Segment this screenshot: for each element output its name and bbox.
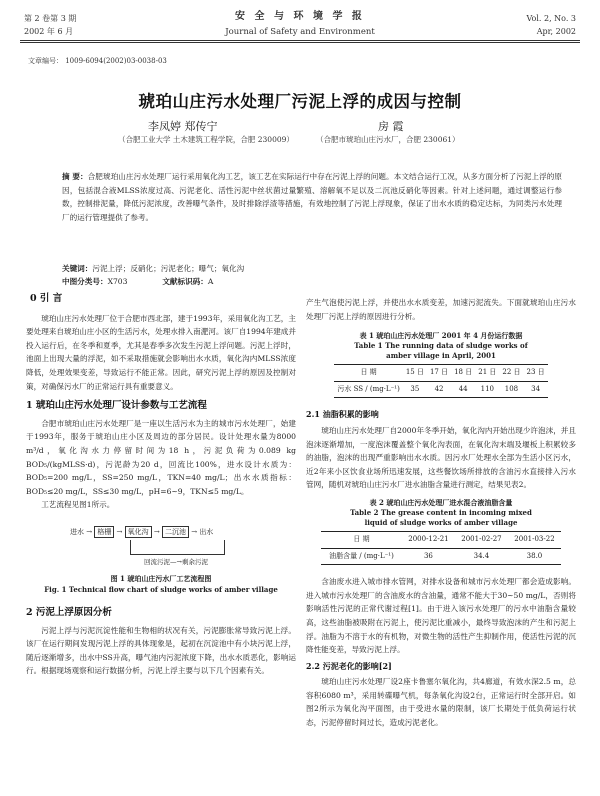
table-2-caption-en-1: Table 2 The grease content in incoming mixed — [350, 507, 532, 517]
table-2-header-cell: 2000-12-21 — [408, 534, 449, 543]
section-0-paragraph: 琥珀山庄污水处理厂位于合肥市西北部，建于1993年，采用氧化沟工艺，主要处理来自琥珀山庄小区的生活污水，处理水排入南淝河。该厂自1994年建成并投入运行后，在冬季和夏季，尤其是春季多次发生污泥上浮问题。污泥上浮时，池面上出现大量的浮泥，如不采取措施就会影响出水水质，氧化沟内MLSS浓度降低，处理效果变差，导致运行不能正常。因此，研究污泥上浮的原因及控制对策，对确保污水厂的正常运行具有重要意义。 — [26, 313, 296, 391]
return-sludge-label: 回流污泥 — [144, 557, 170, 566]
waste-sludge-label: 剩余污泥 — [181, 557, 208, 566]
table-1-cell: 44 — [458, 384, 468, 393]
section-1-heading: 1 琥珀山庄污水处理厂设计参数与工艺流程 — [26, 400, 207, 412]
section-1-paragraph: 合肥市琥珀山庄污水处理厂是一座以生活污水为主的城市污水处理厂，始建于1993年，服务于琥珀山庄小区及周边的部分居民。设计处理水量为8000 m³/d，氧化沟水力停留时间为18 h，污泥负荷为0.089 kg BOD₅/(kgMLSS·d)，污泥龄为20 d，回流比100%，进水设计水质为：BOD₅=200 mg/L，SS=250 mg/L，TKN=40 mg/L；出水水质指标：BOD₅≤20 mg/L，SS≤30 mg/L，pH=6~9，TKN≤5 mg/L。 — [26, 418, 296, 496]
table-1 — [334, 364, 547, 398]
journal-date-en: Apr, 2002 — [536, 27, 576, 36]
section-2-1-paragraph: 琥珀山庄污水处理厂自2000年冬季开始，氧化沟内开始出现少许泡沫，并且泡沫逐渐增加，一度泡沫覆盖整个氧化沟表面，在氧化沟末端及堰板上积累较多的油脂，泡沫的出现严重影响出水水质。因污水厂处理水全部为生活小区污水，近2年来小区饮食业场所迅速发展，这些餐饮场所排放的含油污水直接排入污水管网，随机对琥珀山庄污水厂进水油脂含量进行测定，结果见表2。 — [306, 425, 576, 490]
section-2-1-paragraph-2: 含油废水进入城市排水管网，对排水设备和城市污水处理厂都会造成影响。进入城市污水处理厂的含油废水的含油量，通常不能大于30~50 mg/L，否则将影响活性污泥的正常代谢过程[1]。由于进入该污水处理厂的污水中油脂含量较高，这些油脂被吸附在污泥上，使污泥比重减小，最终导致泡沫的产生和污泥上浮。油脂为不溶于水的有机物，对微生物的活性产生抑制作用，使活性污泥的沉降性能变差，导致污泥上浮。 — [306, 577, 576, 655]
flow-node-inflow: 进水 — [70, 527, 84, 536]
flow-node-clarifier: 二沉池 — [162, 526, 189, 538]
paper-title: 琥珀山庄污水处理厂污泥上浮的成因与控制 — [138, 92, 462, 111]
journal-date: 2002 年 6 月 — [24, 27, 74, 36]
abstract — [62, 170, 562, 224]
table-1-cell: 35 — [410, 384, 420, 393]
section-2-paragraph: 污泥上浮与污泥沉淀性能和生物相的状况有关，污泥膨胀常导致污泥上浮。该厂在运行期间发现污泥上浮的具体现象是，起初在沉淀池中有小块污泥上浮，随后逐渐增多，出水中SS升高，曝气池内污泥浓度下降，出水水质恶化，影响运行。根据现场观察和运行数据分析，污泥上浮主要与以下几个因素有关。 — [26, 625, 296, 676]
abstract-label: 摘 要： — [62, 172, 88, 181]
table-1-cell: 108 — [504, 384, 519, 393]
flow-node-oxidation-ditch: 氧化沟 — [125, 526, 152, 538]
table-1-header-cell: 22 日 — [502, 368, 521, 377]
abstract-text: 合肥琥珀山庄污水处理厂运行采用氧化沟工艺，该工艺在实际运行中存在污泥上浮的问题。本文结合运行工况，从多方面分析了污泥上浮的原因，包括混合液MLSS浓度过高、污泥老化、活性污泥中丝状菌过量繁殖、溶解氧不足以及二沉池反硝化等因素。针对上述问题，通过调整运行参数，控制排泥量，降低污泥浓度，改善曝气条件，及时排除浮渣等措施，有效地控制了污泥上浮现象，保证了出水水质的稳定达标，为同类污水处理厂的运行管理提供了参考。 — [62, 172, 562, 222]
table-1-cell: 110 — [480, 384, 494, 393]
table-1-header-cell: 21 日 — [478, 368, 497, 377]
flow-node-outflow: 出水 — [199, 527, 214, 536]
table-1-header-cell: 18 日 — [454, 368, 473, 377]
return-line-bottom — [130, 554, 225, 555]
clc-label: 中图分类号： — [62, 277, 108, 286]
left-column — [26, 292, 296, 678]
affiliation-right: （合肥市琥珀山庄污水厂，合肥 230061） — [316, 135, 460, 144]
section-1-paragraph-2: 工艺流程见图1所示。 — [41, 500, 115, 510]
authors-left: 李凤婷 郑传宁 — [148, 120, 218, 133]
table-1-cell: 34 — [531, 384, 541, 393]
section-2-2-heading: 2.2 污泥老化的影响[2] — [306, 660, 392, 671]
table-1-cell: 污水 SS / (mg·L⁻¹) — [337, 384, 400, 393]
table-2-cell: 38.0 — [526, 551, 543, 560]
table-2-header-cell: 日 期 — [353, 534, 370, 543]
journal-title-cn: 安 全 与 环 境 学 报 — [235, 11, 365, 22]
figure-1-caption-en: Fig. 1 Technical flow chart of sludge works of amber village — [44, 584, 278, 594]
return-line-right — [224, 540, 225, 554]
figure-1-caption-cn: 图 1 琥珀山庄污水厂工艺流程图 — [110, 573, 212, 583]
table-1-cell: 42 — [434, 384, 444, 393]
table-1-header-cell: 17 日 — [429, 368, 449, 377]
table-1-header-cell: 日 期 — [360, 368, 377, 377]
table-1-header-cell: 15 日 — [405, 368, 424, 377]
table-1-header-cell: 23 日 — [526, 368, 545, 377]
affiliation-left: （合肥工业大学 土木建筑工程学院，合肥 230009） — [118, 135, 294, 144]
figure-1 — [26, 518, 296, 604]
clc-code: X703 — [107, 277, 128, 286]
table-1-header-row — [334, 365, 547, 382]
table-2-header-cell: 2001-03-22 — [514, 534, 555, 543]
right-column — [306, 296, 576, 730]
section-2-1-heading: 2.1 油脂积累的影响 — [306, 409, 379, 420]
table-2-header-cell: 2001-02-27 — [461, 534, 502, 543]
right-intro-paragraph: 产生气泡使污泥上浮，并使出水水质变差，加速污泥流失。下面就琥珀山庄污水处理厂污泥上浮的原因进行分析。 — [306, 298, 576, 321]
article-number: 文章编号： 1009-6094(2002)03-0038-03 — [28, 57, 167, 65]
table-1-caption-en-2: amber village in April, 2001 — [386, 351, 496, 361]
doc-code: A — [207, 277, 214, 286]
table-2-caption-en-2: liquid of sludge works of amber village — [364, 517, 518, 527]
table-2-header-row — [321, 531, 561, 548]
return-line-left — [130, 540, 131, 554]
keywords-text: 污泥上浮；反硝化；污泥老化；曝气；氧化沟 — [92, 264, 245, 273]
keywords-label: 关键词： — [62, 264, 93, 273]
table-2 — [321, 531, 561, 565]
table-1-caption-cn: 表 1 琥珀山庄污水处理厂 2001 年 4 月份运行数据 — [359, 331, 523, 341]
classification — [62, 275, 213, 288]
journal-volume-en: Vol. 2, No. 3 — [526, 14, 576, 23]
flow-return-sludge: 回流污泥—→剩余污泥 — [144, 557, 208, 566]
table-1-row — [334, 381, 547, 398]
keywords — [62, 262, 244, 275]
table-2-cell: 36 — [423, 551, 433, 560]
flow-chart: 进水 → 格栅 → 氧化沟 → 二沉池 → 出水 — [70, 527, 214, 536]
header-rule-top — [20, 40, 580, 41]
table-2-cell: 油脂含量 / (mg·L⁻¹) — [329, 551, 394, 560]
section-2-heading: 2 污泥上浮原因分析 — [26, 606, 112, 618]
header-rule-bottom — [20, 42, 580, 43]
authors-right: 房 霞 — [378, 120, 404, 133]
journal-title-en: Journal of Safety and Environment — [225, 27, 375, 37]
section-2-2-paragraph: 琥珀山庄污水处理厂设2座卡鲁塞尔氧化沟，共4廊道，有效水深2.5 m，总容积6080 m³，采用转碟曝气机，每条氧化沟设2台，正常运行时全部开启。如图2所示为氧化沟平面图，由于受进水量的限制，该厂长期处于低负荷运行状态，污泥停留时间过长，造成污泥老化。 — [306, 677, 576, 728]
journal-volume: 第 2 卷第 3 期 — [24, 14, 77, 23]
table-2-cell: 34.4 — [473, 551, 490, 560]
flow-node-screen: 格栅 — [94, 526, 114, 538]
table-1-caption-en-1: Table 1 The running data of sludge works of — [354, 341, 528, 351]
table-2-row — [321, 548, 561, 565]
table-2-caption-cn: 表 2 琥珀山庄污水处理厂进水混合液油脂含量 — [369, 497, 513, 507]
doc-code-label: 文献标识码： — [162, 277, 208, 286]
section-0-heading: 0 引 言 — [30, 293, 63, 304]
